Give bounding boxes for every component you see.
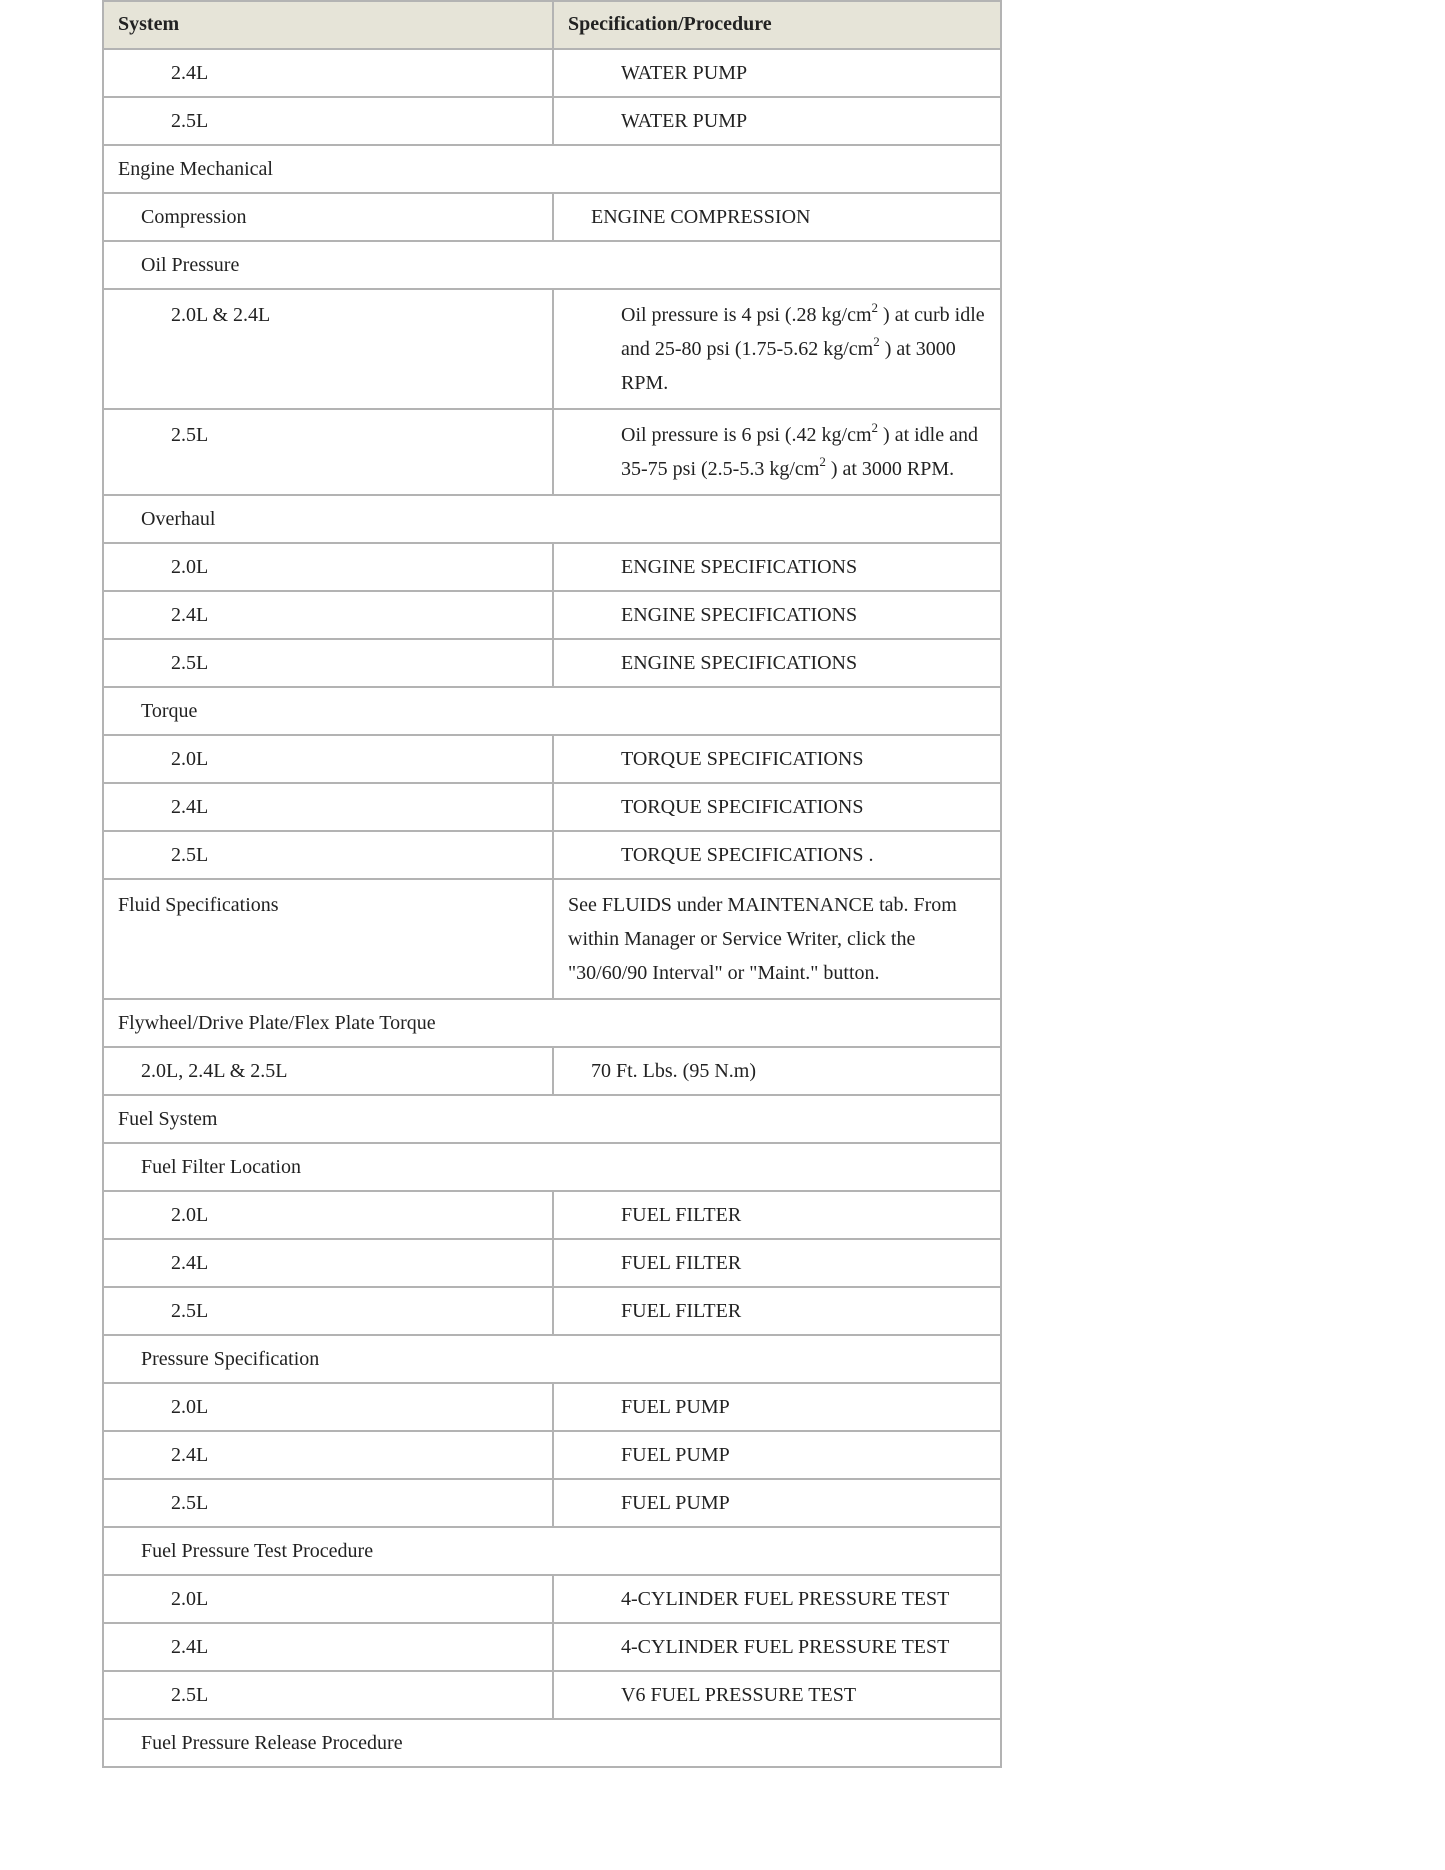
system-cell	[103, 1719, 1001, 1767]
specification-text: TORQUE SPECIFICATIONS .	[621, 844, 874, 866]
table-row	[103, 1671, 1001, 1719]
specifications-table	[102, 0, 1002, 1768]
specification-cell	[553, 1479, 1001, 1527]
system-cell	[103, 145, 1001, 193]
specification-text: FUEL FILTER	[621, 1252, 742, 1274]
spec-text-part: ) at idle and 35-75 psi (2.5-5.3 kg/cm	[621, 424, 978, 480]
table-section-row	[103, 1143, 1001, 1191]
system-cell	[103, 193, 553, 241]
table-row	[103, 409, 1001, 495]
system-cell	[103, 1287, 553, 1335]
specification-cell	[553, 49, 1001, 97]
specification-text: TORQUE SPECIFICATIONS	[621, 796, 864, 818]
system-label: Pressure Specification	[141, 1348, 320, 1370]
specification-cell	[553, 1383, 1001, 1431]
system-cell	[103, 735, 553, 783]
system-cell	[103, 495, 1001, 543]
table-row	[103, 639, 1001, 687]
system-cell	[103, 1047, 553, 1095]
specification-cell	[553, 1431, 1001, 1479]
system-label: Flywheel/Drive Plate/Flex Plate Torque	[118, 1012, 436, 1034]
system-label: 2.5L	[171, 1300, 209, 1322]
oil-pressure-spec	[554, 290, 1000, 408]
specification-text: FUEL FILTER	[621, 1204, 742, 1226]
table-row	[103, 49, 1001, 97]
system-cell	[103, 289, 553, 409]
specification-cell	[553, 1287, 1001, 1335]
table-row	[103, 591, 1001, 639]
spec-text-part: Oil pressure is 4 psi (.28 kg/cm	[621, 304, 872, 326]
table-row	[103, 1047, 1001, 1095]
specification-cell	[553, 543, 1001, 591]
header-system: System	[103, 1, 553, 49]
system-label: Torque	[141, 700, 198, 722]
table-section-row	[103, 1719, 1001, 1767]
specification-text: FUEL PUMP	[621, 1492, 730, 1514]
system-label: Oil Pressure	[141, 254, 240, 276]
table-header-row	[103, 1, 1001, 49]
table-section-row	[103, 495, 1001, 543]
specification-text: FUEL PUMP	[621, 1444, 730, 1466]
specification-text: ENGINE SPECIFICATIONS	[621, 604, 858, 626]
system-label: 2.0L	[171, 556, 209, 578]
specification-cell	[553, 289, 1001, 409]
system-cell	[103, 543, 553, 591]
system-label: Engine Mechanical	[118, 158, 273, 180]
table-row	[103, 1623, 1001, 1671]
system-label: 2.4L	[171, 1252, 209, 1274]
specification-cell	[553, 1575, 1001, 1623]
system-cell	[103, 1479, 553, 1527]
system-cell	[103, 999, 1001, 1047]
table-row	[103, 1431, 1001, 1479]
system-label: 2.4L	[171, 1636, 209, 1658]
system-label: 2.0L & 2.4L	[171, 304, 271, 326]
specification-text: TORQUE SPECIFICATIONS	[621, 748, 864, 770]
specification-cell	[553, 831, 1001, 879]
table-row	[103, 1287, 1001, 1335]
specification-text: ENGINE COMPRESSION	[591, 206, 811, 228]
specification-cell	[553, 879, 1001, 999]
specification-text: FUEL FILTER	[621, 1300, 742, 1322]
system-cell	[103, 1431, 553, 1479]
table-body	[103, 49, 1001, 1767]
specification-text: 70 Ft. Lbs. (95 N.m)	[591, 1060, 756, 1082]
system-cell	[103, 639, 553, 687]
system-cell	[103, 1335, 1001, 1383]
system-cell	[103, 1383, 553, 1431]
system-label: 2.5L	[171, 844, 209, 866]
specification-text: ENGINE SPECIFICATIONS	[621, 556, 858, 578]
table-row	[103, 1479, 1001, 1527]
table-row	[103, 543, 1001, 591]
table-row	[103, 735, 1001, 783]
system-label: Fuel System	[118, 1108, 218, 1130]
table-row	[103, 783, 1001, 831]
specification-text: WATER PUMP	[621, 110, 748, 132]
superscript: 2	[871, 420, 879, 436]
system-label: 2.4L	[171, 604, 209, 626]
specification-cell	[553, 1047, 1001, 1095]
specification-text: 4-CYLINDER FUEL PRESSURE TEST	[621, 1588, 950, 1610]
system-cell	[103, 97, 553, 145]
specification-cell	[553, 639, 1001, 687]
system-label: 2.5L	[171, 424, 209, 446]
header-specification: Specification/Procedure	[553, 1, 1001, 49]
specification-cell	[553, 1239, 1001, 1287]
specification-text: WATER PUMP	[621, 62, 748, 84]
system-label: Fuel Pressure Test Procedure	[141, 1540, 374, 1562]
system-label: 2.5L	[171, 1684, 209, 1706]
system-label: Fluid Specifications	[118, 894, 279, 916]
specification-text: See FLUIDS under MAINTENANCE tab. From within Manager or Service Writer, click the "30/60/90 Interval" or "Maint." button.	[568, 894, 957, 984]
system-cell	[103, 1623, 553, 1671]
specification-cell	[553, 193, 1001, 241]
oil-pressure-spec	[554, 410, 1000, 494]
system-cell	[103, 49, 553, 97]
table-section-row	[103, 1335, 1001, 1383]
table-section-row	[103, 687, 1001, 735]
system-cell	[103, 783, 553, 831]
table-section-row	[103, 1527, 1001, 1575]
system-cell	[103, 1575, 553, 1623]
table-row	[103, 289, 1001, 409]
system-label: 2.0L	[171, 1588, 209, 1610]
table-row	[103, 193, 1001, 241]
table-row	[103, 1575, 1001, 1623]
system-cell	[103, 1527, 1001, 1575]
table-section-row	[103, 999, 1001, 1047]
system-label: Overhaul	[141, 508, 216, 530]
superscript: 2	[871, 300, 879, 316]
specification-cell	[553, 735, 1001, 783]
system-label: 2.4L	[171, 1444, 209, 1466]
system-label: Fuel Filter Location	[141, 1156, 301, 1178]
table-row	[103, 1239, 1001, 1287]
table-row	[103, 1383, 1001, 1431]
specification-text: ENGINE SPECIFICATIONS	[621, 652, 858, 674]
system-label: 2.0L, 2.4L & 2.5L	[141, 1060, 288, 1082]
specification-cell	[553, 97, 1001, 145]
system-cell	[103, 831, 553, 879]
system-cell	[103, 879, 553, 999]
table-row	[103, 97, 1001, 145]
system-cell	[103, 1671, 553, 1719]
specification-cell	[553, 591, 1001, 639]
spec-text-part: ) at 3000 RPM.	[825, 458, 955, 480]
system-label: Compression	[141, 206, 247, 228]
specification-cell	[553, 783, 1001, 831]
superscript: 2	[873, 334, 880, 350]
system-cell	[103, 1239, 553, 1287]
specification-text: 4-CYLINDER FUEL PRESSURE TEST	[621, 1636, 950, 1658]
superscript: 2	[819, 454, 826, 470]
specification-cell	[553, 409, 1001, 495]
table-section-row	[103, 145, 1001, 193]
specification-cell	[553, 1671, 1001, 1719]
system-cell	[103, 1191, 553, 1239]
system-cell	[103, 241, 1001, 289]
system-cell	[103, 1095, 1001, 1143]
system-cell	[103, 687, 1001, 735]
system-cell	[103, 591, 553, 639]
table-section-row	[103, 241, 1001, 289]
system-label: 2.0L	[171, 1204, 209, 1226]
table-row	[103, 879, 1001, 999]
table-row	[103, 1191, 1001, 1239]
system-label: 2.5L	[171, 110, 209, 132]
system-label: 2.0L	[171, 748, 209, 770]
spec-text-part: ) at 3000 RPM.	[621, 338, 956, 394]
system-label: Fuel Pressure Release Procedure	[141, 1732, 403, 1754]
system-label: 2.5L	[171, 1492, 209, 1514]
specification-text: V6 FUEL PRESSURE TEST	[621, 1684, 857, 1706]
table-section-row	[103, 1095, 1001, 1143]
spec-text-part: ) at curb idle and 25-80 psi (1.75-5.62 kg/cm	[621, 304, 985, 360]
specification-text: FUEL PUMP	[621, 1396, 730, 1418]
system-label: 2.4L	[171, 796, 209, 818]
specification-cell	[553, 1623, 1001, 1671]
system-label: 2.4L	[171, 62, 209, 84]
table-row	[103, 831, 1001, 879]
system-cell	[103, 1143, 1001, 1191]
system-cell	[103, 409, 553, 495]
spec-text-part: Oil pressure is 6 psi (.42 kg/cm	[621, 424, 872, 446]
system-label: 2.0L	[171, 1396, 209, 1418]
system-label: 2.5L	[171, 652, 209, 674]
specification-cell	[553, 1191, 1001, 1239]
